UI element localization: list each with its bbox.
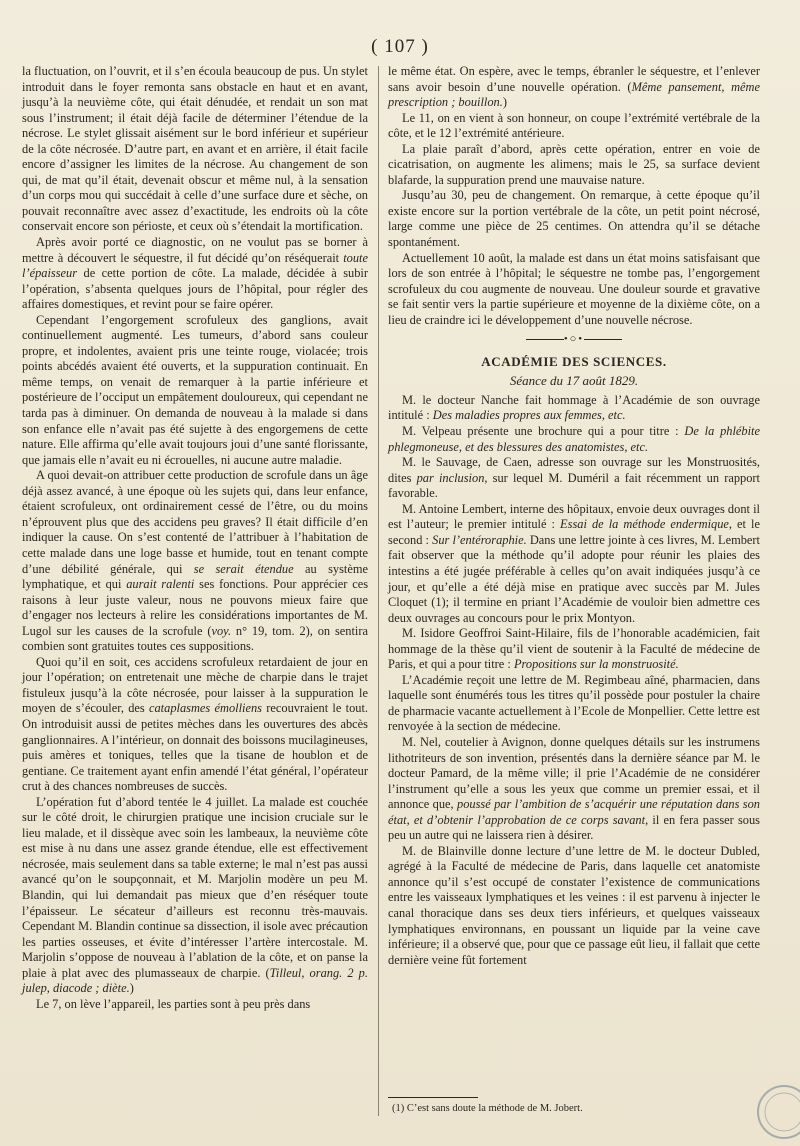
paragraph: La plaie paraît d’abord, après cette opération, entrer en voie de cicatrisation, on augmente les alimens; mais le 25, sa surface devient blafarde, la suppuration prend une mauvaise nature. bbox=[388, 141, 760, 187]
footnote-rule bbox=[388, 1097, 478, 1098]
paragraph: Après avoir porté ce diagnostic, on ne voulut pas se borner à mettre à découvert le séquestre, il fut décidé qu’on réséquerait toute l’épaisseur de cette portion de côte. La malade, décidée à subir l’opération, s’absenta quelques jours de l’hôpital, pour régler des affaires domestiques, et revint pour se faire opérer. bbox=[22, 235, 368, 312]
paragraph: Le 7, on lève l’appareil, les parties sont à peu près dans bbox=[36, 996, 311, 1011]
paragraph: M. Nel, coutelier à Avignon, donne quelques détails sur les instrumens lithotriteurs de son invention, présentés dans la dernière séance par M. le docteur Pamard, de la même ville; il prie l’Académie de ne considérer l’instrument qu’elle a sous les yeux que comme un premier essai, et il annonce que, poussé par l’ambition de s’acquérir une réputation dans son état, et d’obtenir l’approbation de ce corps savant, il en fera passer sous peu un autre qui ne laissera rien à désirer. bbox=[388, 734, 760, 843]
case-report-continuation bbox=[388, 64, 760, 328]
paragraph: M. Antoine Lembert, interne des hôpitaux, envoie deux ouvrages dont il est l’auteur; le premier intitulé : Essai de la méthode endermique, et le second : Sur l’entéroraphie. Dans une lettre jointe à ces livres, M. Lembert fait observer que la méthode qu’il adopte pour réunir les plaies des intestins a été jugée préférable à celles qu’on avait indiquées jusqu’à ce jour, et qu’elle a été déjà mise en pratique avec succès par M. Jules Cloquet (1); il termine en priant l’Académie de vouloir bien admettre ces deux ouvrages au concours pour le prix Montyon. bbox=[388, 501, 761, 625]
paragraph: le même état. On espère, avec le temps, ébranler le séquestre, et l’enlever sans avoir besoin d’une nouvelle opération. (Même pansement, même prescription ; bouillon.) bbox=[388, 64, 760, 110]
section-ornament: •○• bbox=[388, 332, 760, 348]
section-title: ACADÉMIE DES SCIENCES. bbox=[481, 353, 667, 369]
paragraph: L’Académie reçoit une lettre de M. Regimbeau aîné, pharmacien, dans laquelle sont énumérés tous les titres qu’il possède pour postuler la chaire de pharmacie vacante actuellement à l’Ecole de Monpellier. Cette lettre est renvoyée à la section de médecine. bbox=[388, 672, 760, 734]
paragraph: Quoi qu’il en soit, ces accidens scrofuleux retardaient de jour en jour l’opération; on entretenait une mèche de charpie dans le trajet fistuleux jusqu’à la côte nécrosée, pour laisser à la suppuration le moyen de s’écouler, des cataplasmes émolliens recouvraient le tout. On introduisit aussi de petites mèches dans les ouvertures des abcès ganglionnaires. A l’intérieur, on donnait des boissons mucilagineuses, puis amères et toniques, telles que la tisane de houblon et de gentiane. Ce traitement ayant enfin amendé l’état général, l’opérateur crut à des chances nombreuses de succès. bbox=[22, 654, 369, 794]
paragraph: A quoi devait-on attribuer cette production de scrofule dans un âge déjà assez avancé, à une époque où les sujets qui, dans leur enfance, étaient scrofuleux, ont ordinairement cessé de l’être, ou du moins n’éprouvent plus que des accidens peu graves? Il était difficile d’en indiquer la cause. On s’est contenté de l’attribuer à l’habitation de cette malade dans une loge basse et humide, tout en tenant compte d’une débilité générale, qui se serait étendue au système lymphatique, et qui aurait ralenti ses fonctions. Pour apprécier ces raisons à leur juste valeur, nous ne pouvons mieux faire que d’engager nos lecteurs à relire les considérations importantes de M. Lugol sur les causes de la scrofule (voy. n° 19, tom. 2), on sentira combien sont gratuites toutes ces suppositions. bbox=[22, 468, 369, 654]
paragraph: M. Velpeau présente une brochure qui a pour titre : De la phlébite phlegmoneuse, et des blessures des anatomistes, etc. bbox=[388, 424, 760, 454]
academy-proceedings bbox=[388, 393, 760, 968]
paragraph: Le 11, on en vient à son honneur, on coupe l’extrémité vertébrale de la côte, et le 12 l’extrémité antérieure. bbox=[388, 110, 760, 141]
page-number: ( 107 ) bbox=[371, 36, 429, 57]
library-stamp bbox=[752, 1080, 800, 1144]
paragraph: M. Isidore Geoffroi Saint-Hilaire, fils de l’honorable académicien, fait hommage de la thèse qu’il vient de soutenir à la Faculté de médecine de Paris, et qui a pour titre : Propositions sur la monstruosité. bbox=[388, 626, 760, 672]
paragraph: Actuellement 10 août, la malade est dans un état moins satisfaisant que lors de son entrée à l’hôpital; le séquestre ne tombe pas, l’engorgement scrofuleux du cou augmente de nouveau. Une douleur sourde et gravative se fait sentir vers la partie supérieure et moyenne de la dixième côte, on a lieu de craindre ici le développement d’une nouvelle nécrose. bbox=[388, 250, 760, 327]
paragraph: Cependant l’engorgement scrofuleux des ganglions, avait continuellement augmenté. Les tumeurs, d’abord sans couleur propre, et indolentes, avaient pris une teinte rouge, violacée; trois points abcédés avaient été ouverts, et la suppuration continuait. En même temps, on venait de remarquer à la partie inférieure et postérieure de l’occiput un empâtement douloureux, qui cependant ne tarda pas à diminuer. On demanda de nouveau à la malade si dans son enfance elle n’avait pas été sujette à des engorgemens de cette nature. Elle affirma qu’elle avait toujours joui d’une santé florissante, que jamais elle n’avait eu ni écrouelles, ni aucune autre maladie. bbox=[22, 312, 368, 467]
section-subtitle: Séance du 17 août 1829. bbox=[509, 373, 639, 389]
column-divider bbox=[378, 66, 379, 1116]
paragraph: M. de Blainville donne lecture d’une lettre de M. le docteur Dubled, agrégé à la Faculté de médecine de Paris, dans laquelle cet anatomiste annonce qu’il s’est occupé de constater l’existence de communications entre les vaisseaux lymphatiques et les veines : il est parvenu à injecter le canal thoracique dans ses deux tiers inférieurs, et quelques vaisseaux lymphatiques environnans, en poussant un liquide par la veine cave inférieure; il a observé que, pour que ce passage eût lieu, il fallait que cette dernière veine fût fortement bbox=[388, 843, 760, 967]
paragraph: M. le Sauvage, de Caen, adresse son ouvrage sur les Monstruosités, dites par inclusion, sur lequel M. Duméril a fait récemment un rapport favorable. bbox=[388, 455, 760, 501]
paragraph: la fluctuation, on l’ouvrit, et il s’en écoula beaucoup de pus. Un stylet introduit dans le foyer remonta sans obstacle en haut et en avant, jusqu’à la neuvième côte, qui était dénudée, et rendait un son mat sous l’instrument; il était déjà facile de déterminer l’étendue de la nécrose. Le stylet glissait aisément sur le bord inférieur et supérieur de la côte nécrosée. D’autre part, en avant et en arrière, il était facile encore d’assigner les limites de la nécrose. Au changement de son qui, de mat qu’il était, devenait obscur et même nul, à la sensation d’un corps mou qui succédait à celle d’une surface dure et sèche, on pouvait reconnaître avec assez d’exactitude, les endroits où la côte conservait encore son périoste, et ceux où s’étendait la mortification. bbox=[22, 64, 368, 234]
paragraph: Jusqu’au 30, peu de changement. On remarque, à cette époque qu’il existe encore sur la portion vertébrale de la côte, un petit point nécrosé, large comme une pièce de 25 centimes. On attendra qu’il se détache spontanément. bbox=[388, 188, 760, 250]
footnote: (1) C’est sans doute la méthode de M. Jobert. bbox=[392, 1103, 583, 1114]
left-column bbox=[22, 64, 368, 1012]
paragraph: M. le docteur Nanche fait hommage à l’Académie de son ouvrage intitulé : Des maladies propres aux femmes, etc. bbox=[388, 392, 760, 423]
paragraph: L’opération fut d’abord tentée le 4 juillet. La malade est couchée sur le côté droit, le chirurgien pratique une incision cruciale sur le lieu malade, et il dissèque avec soin les lambeaux, la neuvième côte est mise à nu dans une assez grande étendue, elle est effectivement nécrosée, mais seulement dans sa table externe; le mal n’est pas aussi avancé qu’on le soupçonnait, et M. Marjolin modère un peu M. Blandin, qui lui demandait pas mieux que d’en réséquer toute l’épaisseur. Le sécateur d’ailleurs est reconnu très-mauvais. Cependant M. Blandin continue sa dissection, il isole avec précaution les parties osseuses, et évite d’intéresser l’artère intercostale. M. Marjolin s’oppose de nouveau à l’ablation de la côte, et on panse la plaie à plat avec des plumasseaux de charpie. (Tilleul, orang. 2 p. julep, diacode ; diète.) bbox=[22, 794, 368, 996]
right-column bbox=[388, 64, 760, 968]
